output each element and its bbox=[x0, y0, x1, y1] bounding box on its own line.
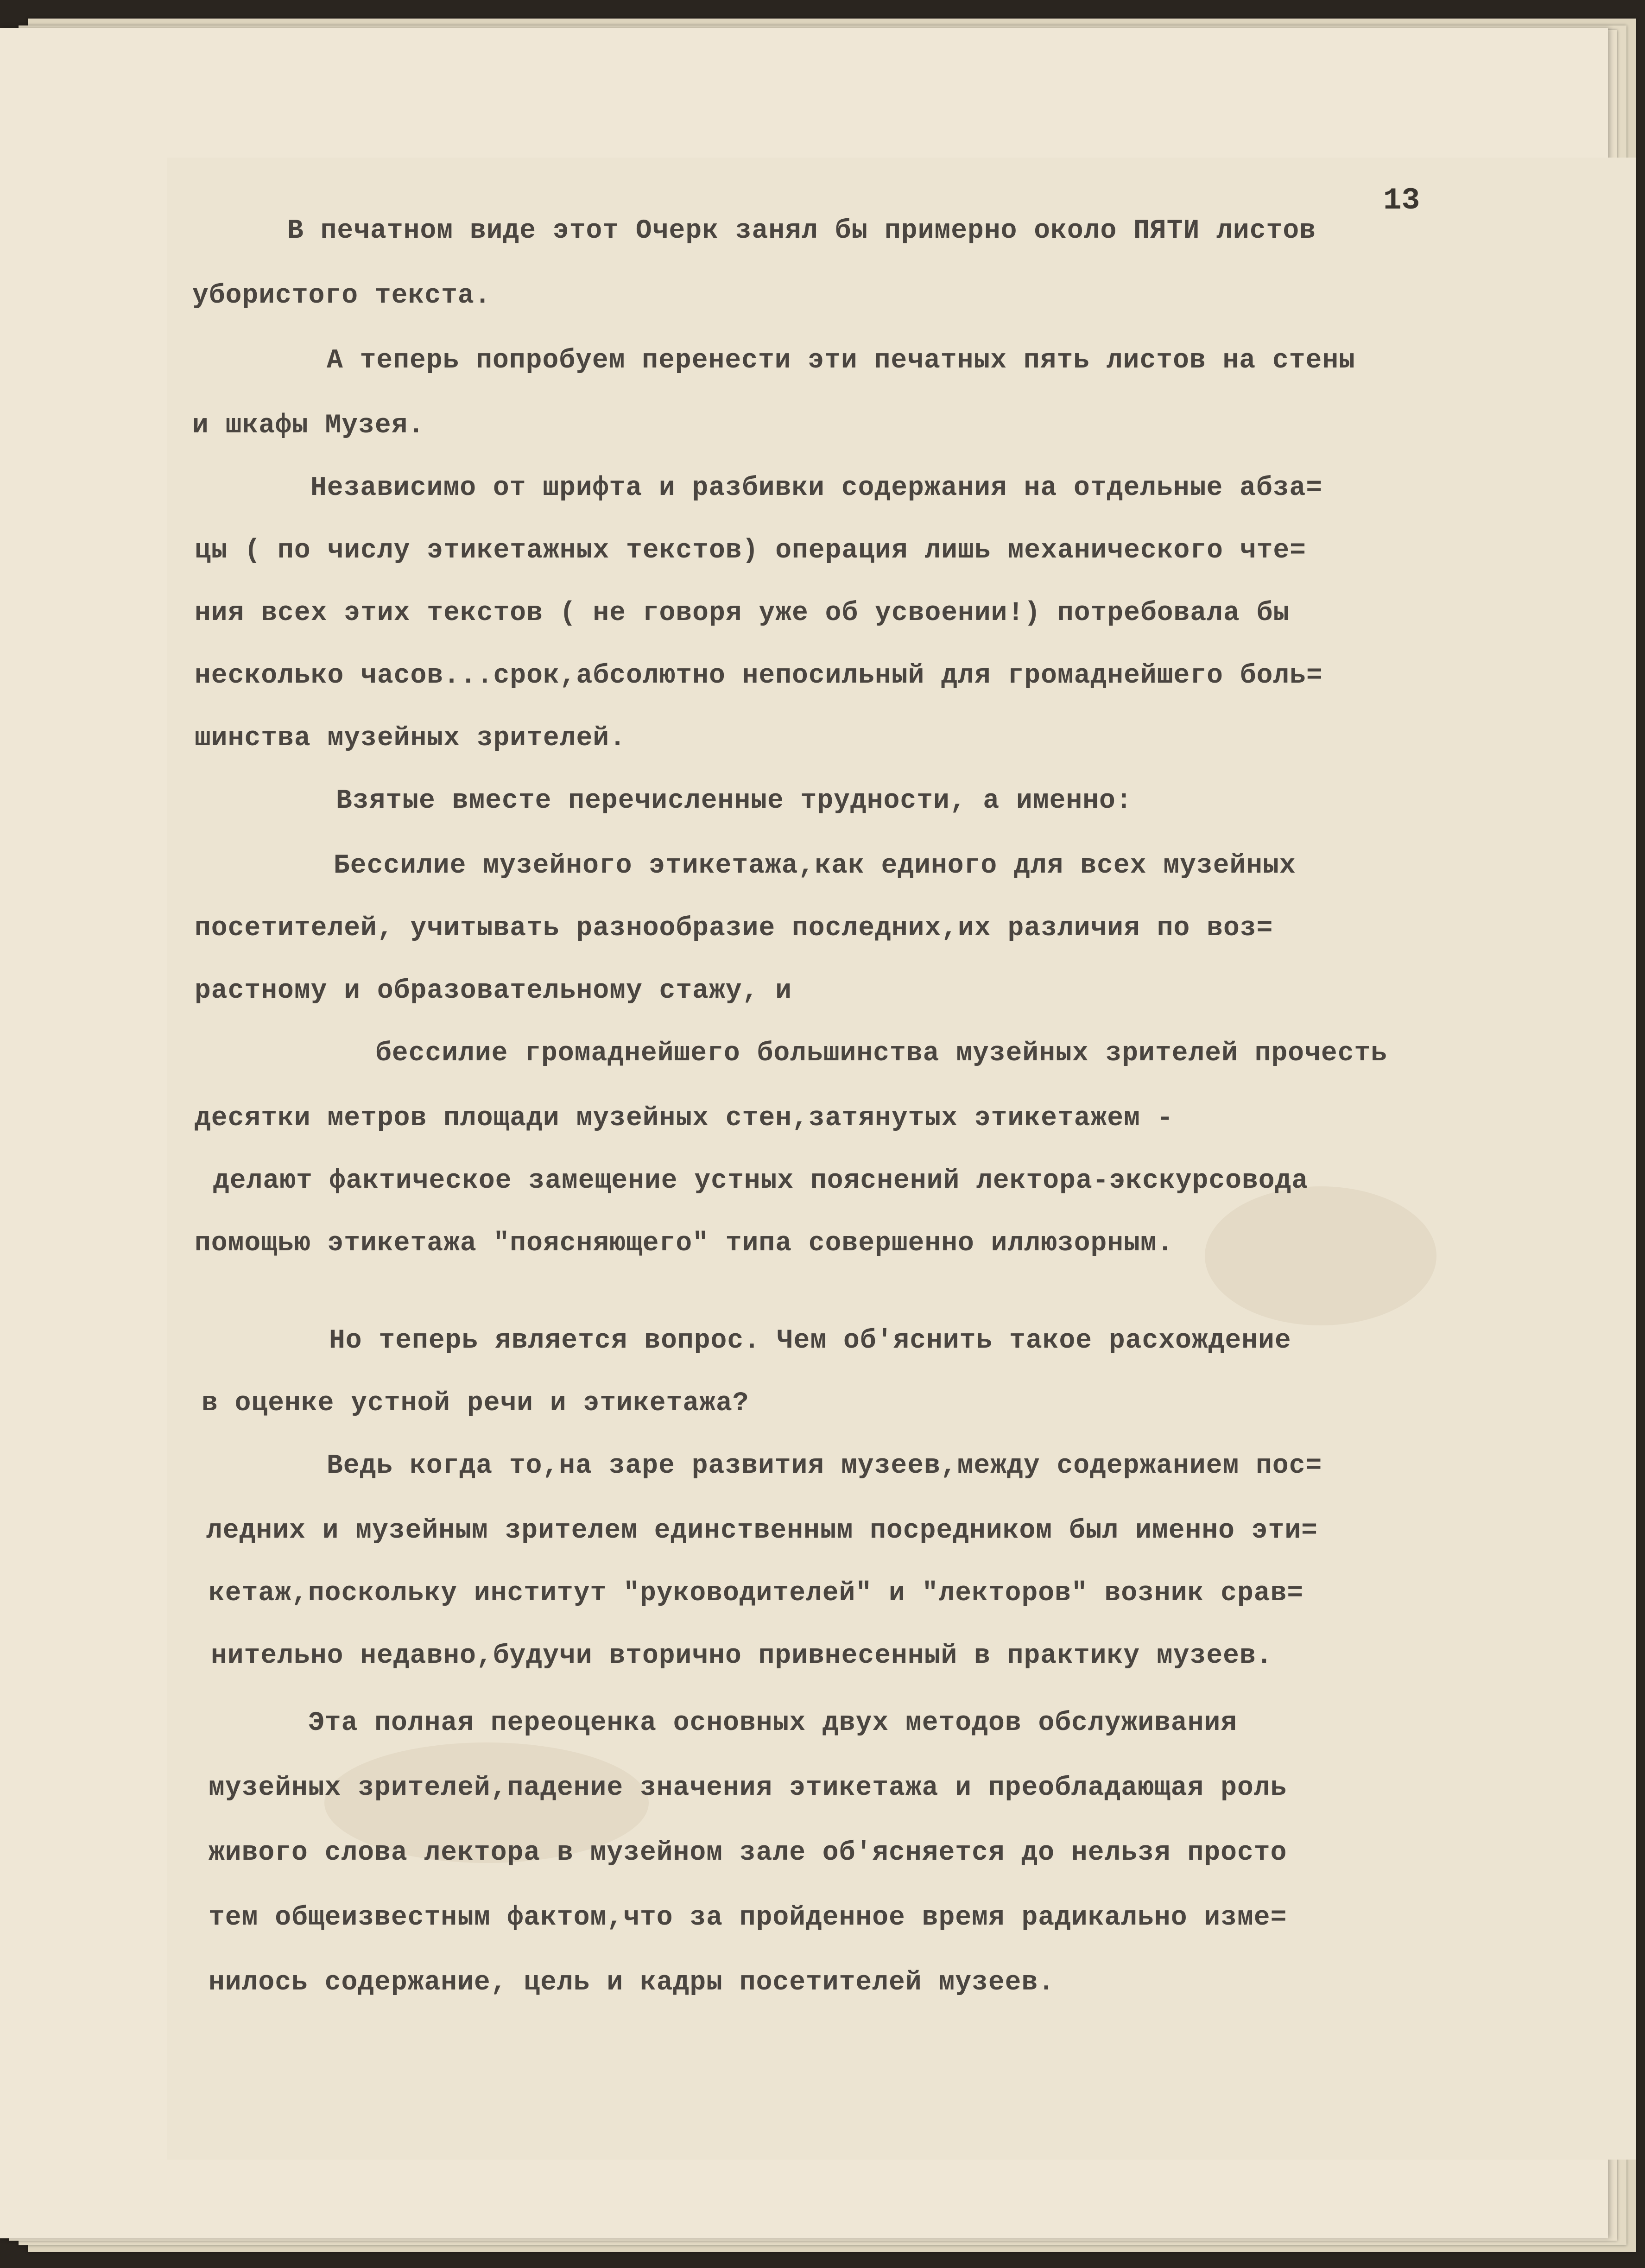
text-line: десятки метров площади музейных стен,затянутых этикетажем - bbox=[195, 1103, 1174, 1134]
text-line: посетителей, учитывать разнообразие последних,их различия по воз= bbox=[195, 913, 1273, 944]
text-line: нилось содержание, цель и кадры посетителей музеев. bbox=[209, 1968, 1055, 1998]
text-line: живого слова лектора в музейном зале об'ясняется до нельзя просто bbox=[209, 1838, 1287, 1868]
text-line: бессилие громаднейшего большинства музейных зрителей прочесть bbox=[375, 1039, 1388, 1069]
text-line: кетаж,поскольку институт "руководителей" и "лекторов" возник срав= bbox=[209, 1578, 1304, 1609]
text-line: Независимо от шрифта и разбивки содержания на отдельные абза= bbox=[310, 473, 1323, 503]
text-line: В печатном виде этот Очерк занял бы примерно около ПЯТИ листов bbox=[287, 216, 1316, 246]
text-line: несколько часов...срок,абсолютно непосильный для громаднейшего боль= bbox=[195, 661, 1323, 691]
text-line: помощью этикетажа "поясняющего" типа совершенно иллюзорным. bbox=[195, 1229, 1174, 1259]
text-line: Взятые вместе перечисленные трудности, а именно: bbox=[336, 786, 1133, 816]
paper-stain bbox=[1205, 1186, 1436, 1325]
text-line: убористого текста. bbox=[192, 281, 491, 311]
text-line: Но теперь является вопрос. Чем об'яснить такое расхождение bbox=[329, 1326, 1291, 1356]
text-line: Бессилие музейного этикетажа,как единого для всех музейных bbox=[334, 851, 1296, 881]
text-line: в оценке устной речи и этикетажа? bbox=[202, 1388, 749, 1419]
text-line: и шкафы Музея. bbox=[192, 411, 425, 441]
text-line: ледних и музейным зрителем единственным посредником был именно эти= bbox=[206, 1516, 1318, 1546]
text-line: А теперь попробуем перенести эти печатных пять листов на стены bbox=[327, 346, 1355, 376]
text-line: шинства музейных зрителей. bbox=[195, 723, 626, 754]
text-line: растному и образовательному стажу, и bbox=[195, 976, 792, 1006]
text-line: музейных зрителей,падение значения этикетажа и преобладающая роль bbox=[209, 1773, 1287, 1803]
text-line: делают фактическое замещение устных пояснений лектора-экскурсовода bbox=[213, 1166, 1309, 1196]
text-line: ния всех этих текстов ( не говоря уже об усвоении!) потребовала бы bbox=[195, 598, 1290, 628]
text-line: цы ( по числу этикетажных текстов) операция лишь механического чте= bbox=[195, 536, 1306, 566]
text-line: Ведь когда то,на заре развития музеев,между содержанием пос= bbox=[327, 1451, 1322, 1481]
text-line: нительно недавно,будучи вторично привнесенный в практику музеев. bbox=[211, 1641, 1273, 1671]
text-line: Эта полная переоценка основных двух методов обслуживания bbox=[308, 1708, 1238, 1738]
text-line: тем общеизвестным фактом,что за пройденное время радикально изме= bbox=[209, 1903, 1287, 1933]
page-number: 13 bbox=[1383, 183, 1420, 218]
